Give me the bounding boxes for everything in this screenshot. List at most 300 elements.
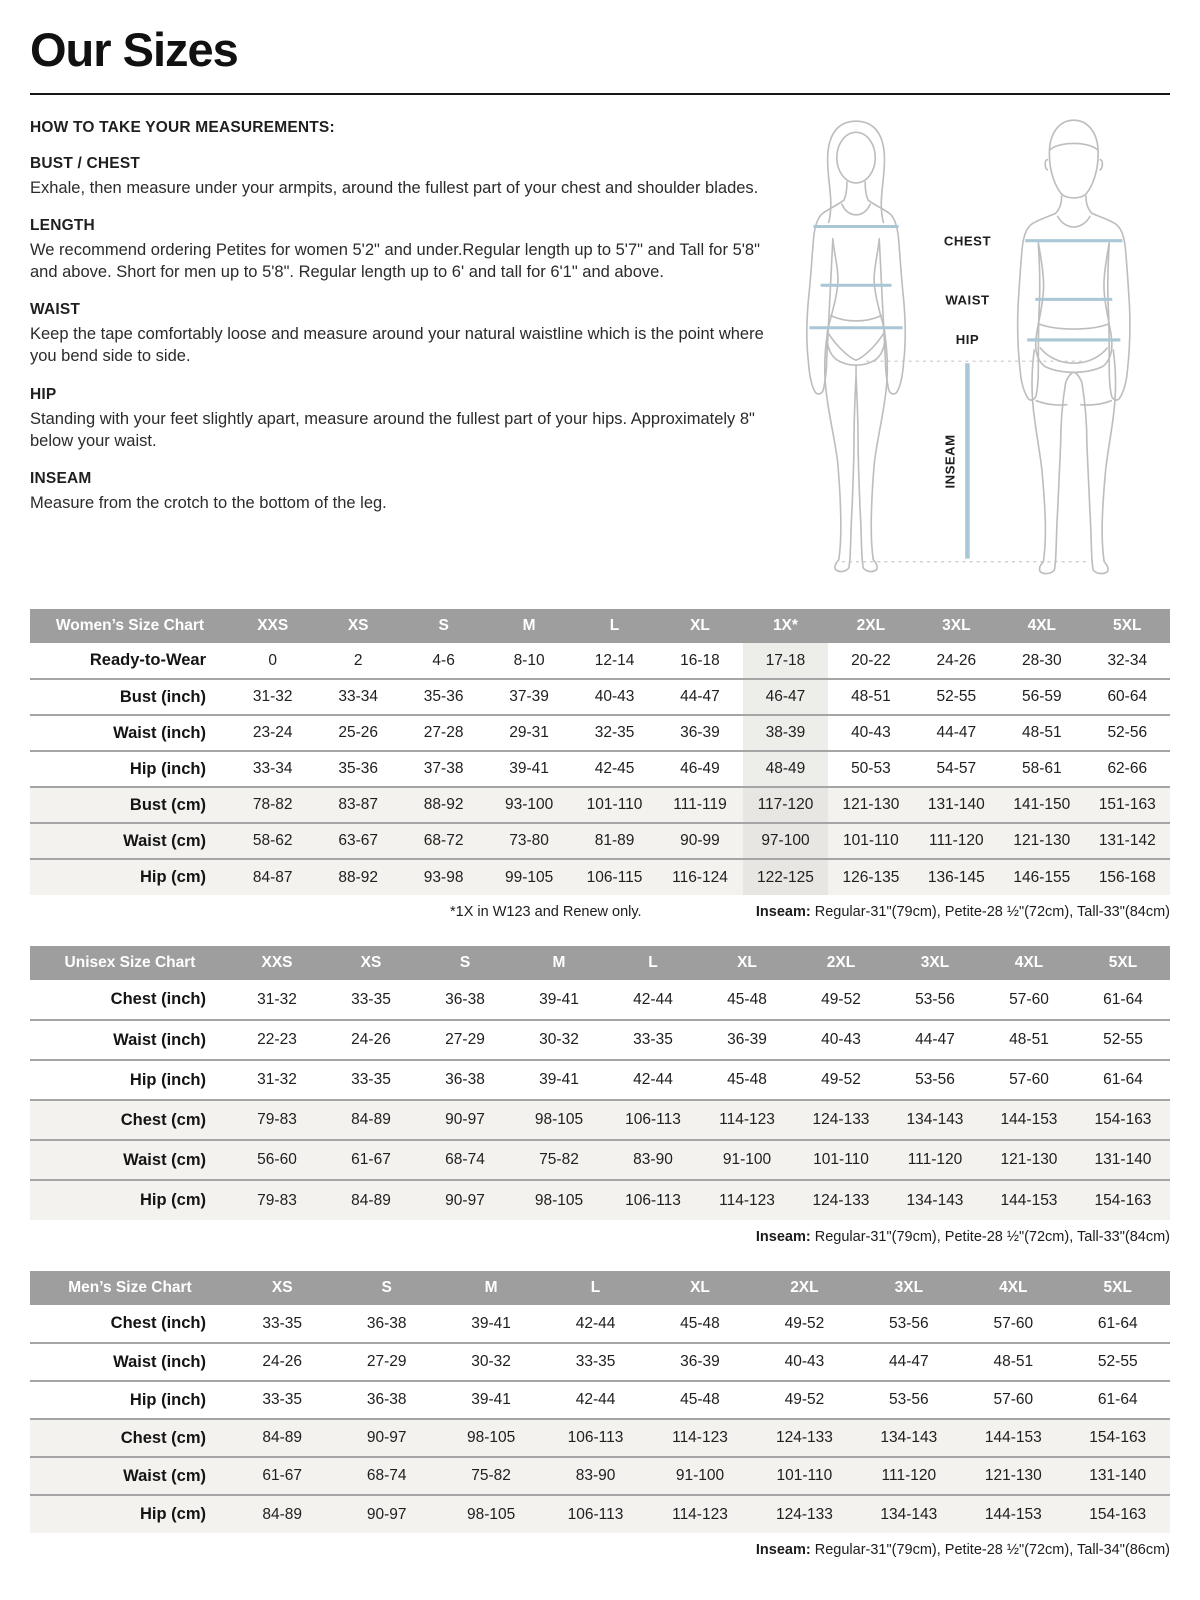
size-value: 124-133	[794, 1180, 888, 1220]
table-row	[30, 859, 1170, 895]
size-value: 39-41	[509, 760, 549, 777]
size-value: 24-26	[351, 1031, 391, 1048]
size-value: 36-38	[366, 1391, 407, 1408]
section-title-length: LENGTH	[30, 217, 95, 235]
size-value: 49-52	[784, 1391, 825, 1408]
waist-label: WAIST	[945, 292, 990, 308]
row-label: Hip (inch)	[129, 759, 206, 778]
size-value: 98-105	[439, 1419, 543, 1457]
size-value: 48-51	[993, 1353, 1034, 1370]
table-row	[30, 1419, 1170, 1457]
size-value: 61-67	[324, 1140, 418, 1180]
size-value: 40-43	[821, 1031, 861, 1048]
row-label: Chest (inch)	[110, 990, 206, 1008]
row-label: Chest (cm)	[30, 1419, 230, 1457]
size-value: 111-119	[657, 787, 742, 823]
column-header-5xl: 5XL	[1085, 609, 1170, 643]
size-value: 31-32	[257, 990, 297, 1008]
inseam-footnote-text: Regular-31"(79cm), Petite-28 ½"(72cm), Tall-34"(86cm)	[810, 1542, 1170, 1558]
size-value: 61-64	[1097, 1391, 1138, 1408]
men-footnote-inseam	[756, 1542, 1170, 1560]
size-value: 101-110	[572, 787, 657, 823]
size-value: 33-34	[252, 760, 293, 777]
size-value: 131-140	[1066, 1457, 1171, 1495]
row-label: Chest (inch)	[110, 1314, 206, 1332]
size-value: 124-133	[752, 1419, 856, 1457]
women-footnote-inseam	[756, 904, 1170, 922]
size-value: 48-51	[1021, 724, 1062, 741]
row-label: Bust (inch)	[119, 687, 206, 706]
size-value: 106-113	[543, 1495, 647, 1533]
section-waist	[30, 301, 775, 367]
chest-label: CHEST	[943, 233, 991, 249]
size-value: 28-30	[1021, 651, 1062, 669]
women-size-chart-block	[30, 609, 1170, 922]
table-row	[30, 1140, 1170, 1180]
size-value: 90-97	[334, 1419, 438, 1457]
table-row	[30, 1305, 1170, 1343]
size-value: 83-90	[543, 1457, 647, 1495]
row-label: Waist (inch)	[113, 723, 206, 742]
row-label: Ready-to-Wear	[89, 651, 206, 669]
size-value: 116-124	[657, 859, 742, 895]
table-row	[30, 751, 1170, 787]
size-value: 58-62	[230, 823, 315, 859]
size-value: 146-155	[999, 859, 1084, 895]
column-header-m: M	[486, 609, 571, 643]
size-value: 134-143	[857, 1495, 961, 1533]
size-value: 78-82	[230, 787, 315, 823]
size-value: 62-66	[1107, 760, 1148, 777]
men-size-table	[30, 1271, 1170, 1533]
size-value: 40-43	[784, 1353, 825, 1370]
size-value: 90-97	[334, 1495, 438, 1533]
column-header-xs: XS	[230, 1271, 334, 1305]
size-value: 38-39	[743, 715, 828, 751]
column-header-l: L	[572, 609, 657, 643]
size-value: 36-39	[727, 1031, 767, 1048]
size-value: 57-60	[1009, 1071, 1049, 1088]
size-value: 131-140	[1076, 1140, 1170, 1180]
size-value: 57-60	[1009, 990, 1049, 1008]
size-value: 60-64	[1107, 688, 1148, 705]
size-value: 42-45	[594, 760, 635, 777]
size-value: 93-100	[486, 787, 571, 823]
size-value: 106-115	[572, 859, 657, 895]
row-label: Chest (cm)	[30, 1100, 230, 1140]
section-body-inseam: Measure from the crotch to the bottom of the leg.	[30, 493, 387, 512]
section-inseam	[30, 470, 775, 514]
size-value: 156-168	[1085, 859, 1170, 895]
size-value: 53-56	[889, 1391, 929, 1408]
size-value: 33-35	[262, 1314, 303, 1332]
row-label: Hip (inch)	[129, 1390, 206, 1409]
size-value: 23-24	[252, 724, 293, 741]
measurement-instructions	[30, 105, 775, 514]
section-body-length: We recommend ordering Petites for women 5'2" and under.Regular length up to 5'7" and Tall for 5'8" and above. Short for men up to 5'8". Regular length up to 6' and tall for 6'1" and above.	[30, 241, 760, 282]
column-header-s: S	[401, 609, 486, 643]
size-value: 56-60	[230, 1140, 324, 1180]
table-row	[30, 1060, 1170, 1100]
size-value: 39-41	[471, 1314, 511, 1332]
size-value: 99-105	[486, 859, 571, 895]
size-value: 44-47	[936, 724, 977, 741]
size-value: 48-51	[1009, 1031, 1049, 1048]
size-value: 33-35	[633, 1031, 673, 1048]
unisex-size-table	[30, 946, 1170, 1220]
size-value: 36-39	[680, 1353, 720, 1370]
inseam-footnote-text: Regular-31"(79cm), Petite-28 ½"(72cm), Tall-33"(84cm)	[810, 904, 1170, 920]
size-value: 141-150	[999, 787, 1084, 823]
size-value: 154-163	[1076, 1100, 1170, 1140]
size-value: 68-74	[334, 1457, 438, 1495]
size-value: 134-143	[888, 1180, 982, 1220]
row-label: Hip (cm)	[30, 859, 230, 895]
size-value: 49-52	[784, 1314, 825, 1332]
size-value: 144-153	[982, 1180, 1076, 1220]
size-value: 45-48	[727, 990, 767, 1008]
size-value: 30-32	[539, 1031, 579, 1048]
size-value: 37-38	[423, 760, 464, 777]
size-value: 84-89	[324, 1100, 418, 1140]
size-value: 61-64	[1103, 1071, 1143, 1088]
size-value: 83-90	[606, 1140, 700, 1180]
size-value: 88-92	[401, 787, 486, 823]
inseam-label: INSEAM	[942, 434, 958, 489]
column-header-2xl: 2XL	[794, 946, 888, 980]
size-value: 68-74	[418, 1140, 512, 1180]
size-value: 50-53	[851, 760, 891, 777]
women-footnotes	[30, 904, 1170, 922]
table-row	[30, 1457, 1170, 1495]
column-header-l: L	[543, 1271, 647, 1305]
size-value: 101-110	[794, 1140, 888, 1180]
size-value: 45-48	[680, 1314, 720, 1332]
inseam-footnote-label: Inseam:	[755, 1542, 811, 1558]
size-value: 33-35	[351, 990, 391, 1008]
size-value: 53-56	[915, 990, 955, 1008]
column-header-3xl: 3XL	[914, 609, 999, 643]
size-value: 126-135	[828, 859, 913, 895]
column-header-l: L	[606, 946, 700, 980]
size-value: 84-87	[230, 859, 315, 895]
table-row	[30, 1381, 1170, 1419]
row-label: Waist (cm)	[30, 1140, 230, 1180]
size-value: 39-41	[539, 1071, 579, 1088]
size-value: 49-52	[821, 1071, 861, 1088]
size-value: 2	[353, 651, 363, 669]
page-title: Our Sizes	[30, 23, 238, 76]
size-value: 90-97	[418, 1180, 512, 1220]
size-value: 42-44	[575, 1314, 616, 1332]
size-value: 98-105	[512, 1100, 606, 1140]
size-value: 84-89	[230, 1495, 334, 1533]
size-value: 27-28	[423, 724, 464, 741]
column-header-s: S	[418, 946, 512, 980]
row-label: Waist (cm)	[30, 1457, 230, 1495]
size-value: 144-153	[961, 1495, 1065, 1533]
size-value: 124-133	[794, 1100, 888, 1140]
column-header-1x: 1X*	[743, 609, 828, 643]
column-header-m: M	[512, 946, 606, 980]
section-body-bust-chest: Exhale, then measure under your armpits, around the fullest part of your chest and shoulder blades.	[30, 179, 759, 197]
table-row	[30, 1100, 1170, 1140]
row-label: Hip (cm)	[30, 1495, 230, 1533]
section-title-hip: HIP	[30, 385, 57, 403]
row-label: Hip (inch)	[129, 1070, 206, 1089]
size-value: 40-43	[851, 724, 891, 741]
size-value: 36-38	[445, 990, 485, 1008]
table-row	[30, 823, 1170, 859]
size-value: 12-14	[594, 651, 635, 669]
column-header-xs: XS	[324, 946, 418, 980]
size-value: 111-120	[914, 823, 999, 859]
size-value: 46-47	[743, 679, 828, 715]
size-value: 27-29	[445, 1031, 485, 1048]
men-size-chart-block	[30, 1271, 1170, 1560]
section-length	[30, 217, 775, 283]
size-value: 97-100	[743, 823, 828, 859]
section-title-bust-chest: BUST / CHEST	[30, 155, 141, 172]
size-value: 114-123	[700, 1100, 794, 1140]
size-value: 84-89	[324, 1180, 418, 1220]
size-value: 53-56	[889, 1314, 929, 1332]
size-value: 117-120	[743, 787, 828, 823]
table-title: Men’s Size Chart	[30, 1271, 230, 1305]
size-value: 98-105	[512, 1180, 606, 1220]
size-value: 106-113	[543, 1419, 647, 1457]
size-value: 101-110	[752, 1457, 856, 1495]
size-value: 144-153	[961, 1419, 1065, 1457]
size-value: 134-143	[888, 1100, 982, 1140]
size-value: 44-47	[680, 688, 720, 705]
size-value: 8-10	[513, 651, 545, 669]
size-value: 131-140	[914, 787, 999, 823]
size-value: 122-125	[743, 859, 828, 895]
size-value: 40-43	[594, 688, 635, 705]
size-value: 33-34	[338, 688, 378, 705]
women-size-table	[30, 609, 1170, 895]
unisex-footnotes	[30, 1229, 1170, 1247]
column-header-xl: XL	[657, 609, 742, 643]
row-label: Waist (inch)	[113, 1352, 206, 1371]
size-value: 88-92	[315, 859, 400, 895]
row-label: Waist (inch)	[113, 1030, 206, 1049]
table-row	[30, 1180, 1170, 1220]
size-value: 44-47	[915, 1031, 955, 1048]
size-value: 151-163	[1085, 787, 1170, 823]
section-body-waist: Keep the tape comfortably loose and measure around your natural waistline which is the point where you bend side to side.	[30, 325, 764, 366]
women-footnote-1x: *1X in W123 and Renew only.	[450, 904, 642, 920]
inseam-footnote-text: Regular-31"(79cm), Petite-28 ½"(72cm), Tall-33"(84cm)	[810, 1229, 1170, 1245]
size-value: 98-105	[439, 1495, 543, 1533]
size-value: 52-56	[1107, 724, 1148, 741]
size-value: 31-32	[252, 688, 293, 705]
size-value: 121-130	[982, 1140, 1076, 1180]
column-header-m: M	[439, 1271, 543, 1305]
column-header-xs: XS	[315, 609, 400, 643]
size-value: 35-36	[423, 688, 464, 705]
size-value: 91-100	[700, 1140, 794, 1180]
inseam-footnote-label: Inseam:	[755, 1229, 811, 1245]
size-value: 154-163	[1066, 1495, 1171, 1533]
column-header-5xl: 5XL	[1066, 1271, 1171, 1305]
size-value: 16-18	[680, 651, 720, 669]
size-value: 114-123	[648, 1419, 752, 1457]
size-value: 25-26	[338, 724, 378, 741]
size-value: 61-67	[230, 1457, 334, 1495]
size-value: 68-72	[401, 823, 486, 859]
size-value: 27-29	[366, 1353, 407, 1370]
size-value: 106-113	[606, 1100, 700, 1140]
column-header-4xl: 4XL	[982, 946, 1076, 980]
size-value: 20-22	[851, 651, 891, 669]
column-header-xl: XL	[648, 1271, 752, 1305]
section-bust-chest	[30, 155, 775, 199]
size-value: 136-145	[914, 859, 999, 895]
column-header-3xl: 3XL	[888, 946, 982, 980]
size-value: 90-99	[657, 823, 742, 859]
column-header-5xl: 5XL	[1076, 946, 1170, 980]
size-value: 45-48	[680, 1391, 720, 1408]
size-value: 75-82	[439, 1457, 543, 1495]
size-value: 48-51	[851, 688, 891, 705]
size-value: 84-89	[230, 1419, 334, 1457]
size-value: 121-130	[961, 1457, 1065, 1495]
size-value: 63-67	[315, 823, 400, 859]
table-row	[30, 679, 1170, 715]
size-value: 42-44	[633, 1071, 673, 1088]
column-header-xxs: XXS	[230, 946, 324, 980]
size-value: 33-35	[351, 1071, 391, 1088]
size-value: 93-98	[401, 859, 486, 895]
size-value: 42-44	[575, 1391, 616, 1408]
size-value: 75-82	[512, 1140, 606, 1180]
size-value: 144-153	[982, 1100, 1076, 1140]
table-title: Unisex Size Chart	[30, 946, 230, 980]
table-row	[30, 787, 1170, 823]
size-value: 0	[268, 651, 278, 669]
size-value: 42-44	[633, 990, 673, 1008]
size-value: 39-41	[539, 990, 579, 1008]
measurement-section	[30, 105, 1170, 585]
table-row	[30, 980, 1170, 1020]
size-value: 29-31	[509, 724, 549, 741]
size-value: 61-64	[1097, 1314, 1138, 1332]
size-value: 4-6	[432, 651, 455, 669]
size-value: 17-18	[743, 643, 828, 679]
size-value: 83-87	[315, 787, 400, 823]
size-value: 106-113	[606, 1180, 700, 1220]
unisex-footnote-inseam	[756, 1229, 1170, 1247]
measurement-diagram	[775, 107, 1170, 585]
size-value: 154-163	[1066, 1419, 1171, 1457]
row-label: Waist (cm)	[30, 823, 230, 859]
size-value: 91-100	[648, 1457, 752, 1495]
table-row	[30, 643, 1170, 679]
size-value: 124-133	[752, 1495, 856, 1533]
column-header-4xl: 4XL	[961, 1271, 1065, 1305]
table-title: Women’s Size Chart	[30, 609, 230, 643]
size-value: 111-120	[857, 1457, 961, 1495]
section-hip	[30, 386, 775, 452]
column-header-xl: XL	[700, 946, 794, 980]
size-value: 54-57	[936, 760, 977, 777]
column-header-xxs: XXS	[230, 609, 315, 643]
row-label: Hip (cm)	[30, 1180, 230, 1220]
section-title-inseam: INSEAM	[30, 469, 92, 487]
female-figure	[807, 121, 905, 571]
size-value: 111-120	[888, 1140, 982, 1180]
size-value: 101-110	[828, 823, 913, 859]
size-value: 33-35	[262, 1391, 303, 1408]
table-row	[30, 1343, 1170, 1381]
size-value: 121-130	[999, 823, 1084, 859]
column-header-s: S	[334, 1271, 438, 1305]
table-row	[30, 1495, 1170, 1533]
size-value: 73-80	[486, 823, 571, 859]
size-value: 33-35	[575, 1353, 616, 1370]
size-value: 46-49	[680, 760, 720, 777]
size-value: 79-83	[230, 1180, 324, 1220]
size-value: 81-89	[572, 823, 657, 859]
size-value: 24-26	[262, 1353, 303, 1370]
column-header-4xl: 4XL	[999, 609, 1084, 643]
size-value: 58-61	[1021, 760, 1062, 777]
size-value: 134-143	[857, 1419, 961, 1457]
size-value: 121-130	[828, 787, 913, 823]
size-value: 32-35	[594, 724, 635, 741]
body-measurement-illustration	[775, 107, 1170, 585]
size-value: 36-38	[445, 1071, 485, 1088]
size-value: 52-55	[1103, 1031, 1143, 1048]
size-value: 45-48	[727, 1071, 767, 1088]
size-value: 52-55	[936, 688, 977, 705]
column-header-2xl: 2XL	[752, 1271, 856, 1305]
size-value: 49-52	[821, 990, 861, 1008]
size-value: 39-41	[471, 1391, 511, 1408]
section-title-waist: WAIST	[30, 301, 81, 319]
size-value: 57-60	[993, 1391, 1034, 1408]
size-value: 56-59	[1021, 688, 1062, 705]
section-body-hip: Standing with your feet slightly apart, measure around the fullest part of your hips. Approximately 8" below your waist.	[30, 409, 755, 450]
title-divider	[30, 93, 1170, 95]
size-value: 35-36	[338, 760, 378, 777]
size-value: 44-47	[889, 1353, 929, 1370]
size-value: 24-26	[936, 651, 977, 669]
size-value: 48-49	[743, 751, 828, 787]
male-figure	[1018, 120, 1130, 573]
size-value: 30-32	[471, 1353, 511, 1370]
column-header-3xl: 3XL	[857, 1271, 961, 1305]
size-value: 31-32	[257, 1071, 297, 1088]
size-value: 154-163	[1076, 1180, 1170, 1220]
men-footnotes	[30, 1542, 1170, 1560]
size-value: 90-97	[418, 1100, 512, 1140]
size-value: 114-123	[648, 1495, 752, 1533]
column-header-2xl: 2XL	[828, 609, 913, 643]
size-value: 79-83	[230, 1100, 324, 1140]
size-value: 36-38	[366, 1314, 407, 1332]
size-value: 36-39	[680, 724, 720, 741]
table-row	[30, 715, 1170, 751]
size-value: 22-23	[257, 1031, 297, 1048]
size-value: 57-60	[993, 1314, 1034, 1332]
hip-label: HIP	[955, 331, 980, 347]
size-value: 61-64	[1103, 990, 1143, 1008]
size-value: 114-123	[700, 1180, 794, 1220]
size-value: 32-34	[1107, 651, 1148, 669]
